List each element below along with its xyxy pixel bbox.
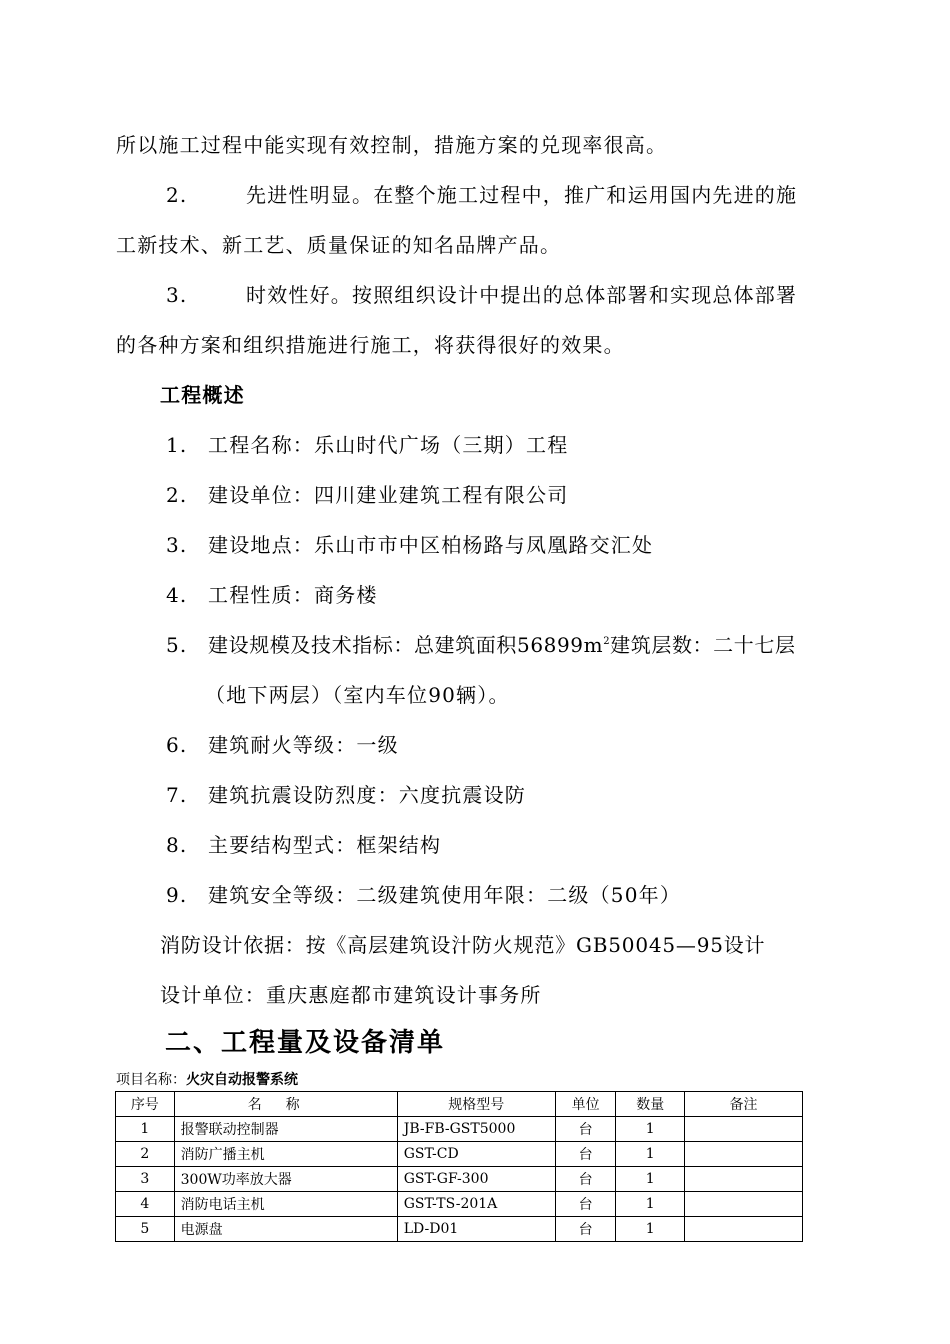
equipment-table <box>115 1091 803 1242</box>
table-row <box>116 1192 803 1217</box>
project-name-value: 火灾自动报警系统 <box>186 1072 298 1088</box>
cell-quantity: 1 <box>616 1167 685 1192</box>
cell-name: 300W功率放大器 <box>174 1167 397 1192</box>
cell-spec: GST-GF-300 <box>397 1167 555 1192</box>
cell-quantity: 1 <box>616 1117 685 1142</box>
cell-name: 电源盘 <box>174 1217 397 1242</box>
table-row <box>116 1117 803 1142</box>
intro-line-1: 所以施工过程中能实现有效控制，措施方案的兑现率很高。 <box>116 133 668 157</box>
intro-p2-line-2: 工新技术、新工艺、质量保证的知名品牌产品。 <box>116 233 562 257</box>
project-name-label: 项目名称： <box>116 1072 186 1088</box>
overview-item-1-number: 1. <box>166 433 188 457</box>
overview-item-5-text-a: 建设规模及技术指标：总建筑面积56899m <box>208 633 604 657</box>
overview-item-6: 建筑耐火等级：一级 <box>208 733 399 757</box>
header-name-text: 名称 <box>247 1097 324 1113</box>
intro-p3-line-2: 的各种方案和组织措施进行施工，将获得很好的效果。 <box>116 333 625 357</box>
intro-p2-line-1: 先进性明显。在整个施工过程中，推广和运用国内先进的施 <box>246 183 798 207</box>
design-unit: 设计单位：重庆惠庭都市建筑设计事务所 <box>160 983 542 1007</box>
table-row <box>116 1167 803 1192</box>
overview-item-5-continuation: （地下两层）（室内车位90辆）。 <box>205 683 510 707</box>
cell-spec: JB-FB-GST5000 <box>397 1117 555 1142</box>
fire-design-basis: 消防设计依据：按《高层建筑设汁防火规范》GB50045—95设计 <box>160 933 766 957</box>
intro-p3-number: 3. <box>166 283 188 307</box>
cell-name: 消防电话主机 <box>174 1192 397 1217</box>
cell-serial: 1 <box>116 1117 175 1142</box>
cell-quantity: 1 <box>616 1217 685 1242</box>
header-serial: 序号 <box>116 1092 175 1117</box>
overview-item-7-number: 7. <box>166 783 188 807</box>
overview-item-5-text-b: 建筑层数：二十七层 <box>610 633 796 657</box>
cell-remarks <box>684 1192 802 1217</box>
overview-item-2: 建设单位：四川建业建筑工程有限公司 <box>208 483 569 507</box>
cell-unit: 台 <box>555 1167 616 1192</box>
cell-remarks <box>684 1217 802 1242</box>
header-quantity: 数量 <box>616 1092 685 1117</box>
header-remarks: 备注 <box>684 1092 802 1117</box>
overview-item-9-number: 9. <box>166 883 188 907</box>
overview-item-1: 工程名称：乐山时代广场（三期）工程 <box>208 433 569 457</box>
cell-remarks <box>684 1167 802 1192</box>
cell-name: 报警联动控制器 <box>174 1117 397 1142</box>
overview-item-5-number: 5. <box>166 633 188 657</box>
intro-p2-number: 2. <box>166 183 188 207</box>
table-header-row <box>116 1092 803 1117</box>
overview-item-8-number: 8. <box>166 833 188 857</box>
overview-item-4-number: 4. <box>166 583 188 607</box>
overview-item-2-number: 2. <box>166 483 188 507</box>
overview-item-4: 工程性质：商务楼 <box>208 583 378 607</box>
cell-spec: LD-D01 <box>397 1217 555 1242</box>
cell-unit: 台 <box>555 1192 616 1217</box>
cell-unit: 台 <box>555 1117 616 1142</box>
cell-serial: 5 <box>116 1217 175 1242</box>
header-name <box>174 1092 397 1117</box>
cell-remarks <box>684 1117 802 1142</box>
cell-quantity: 1 <box>616 1142 685 1167</box>
header-unit: 单位 <box>555 1092 616 1117</box>
cell-serial: 3 <box>116 1167 175 1192</box>
overview-item-9: 建筑安全等级：二级建筑使用年限：二级（50年） <box>208 883 682 907</box>
cell-unit: 台 <box>555 1142 616 1167</box>
cell-quantity: 1 <box>616 1192 685 1217</box>
overview-item-6-number: 6. <box>166 733 188 757</box>
cell-serial: 4 <box>116 1192 175 1217</box>
header-spec: 规格型号 <box>397 1092 555 1117</box>
project-name-line <box>116 1071 298 1089</box>
overview-item-7: 建筑抗震设防烈度：六度抗震设防 <box>208 783 526 807</box>
overview-item-3-number: 3. <box>166 533 188 557</box>
overview-item-8: 主要结构型式：框架结构 <box>208 833 442 857</box>
table-row <box>116 1142 803 1167</box>
overview-title: 工程概述 <box>160 383 245 407</box>
intro-p3-line-1: 时效性好。按照组织设计中提出的总体部署和实现总体部署 <box>246 283 798 307</box>
overview-item-5-superscript: 2 <box>603 636 611 647</box>
overview-item-5 <box>208 633 796 657</box>
section-2-title: 二、工程量及设备清单 <box>165 1028 446 1058</box>
overview-item-3: 建设地点：乐山市市中区柏杨路与凤凰路交汇处 <box>208 533 654 557</box>
cell-serial: 2 <box>116 1142 175 1167</box>
cell-spec: GST-CD <box>397 1142 555 1167</box>
cell-name: 消防广播主机 <box>174 1142 397 1167</box>
cell-spec: GST-TS-201A <box>397 1192 555 1217</box>
table-row <box>116 1217 803 1242</box>
cell-remarks <box>684 1142 802 1167</box>
cell-unit: 台 <box>555 1217 616 1242</box>
